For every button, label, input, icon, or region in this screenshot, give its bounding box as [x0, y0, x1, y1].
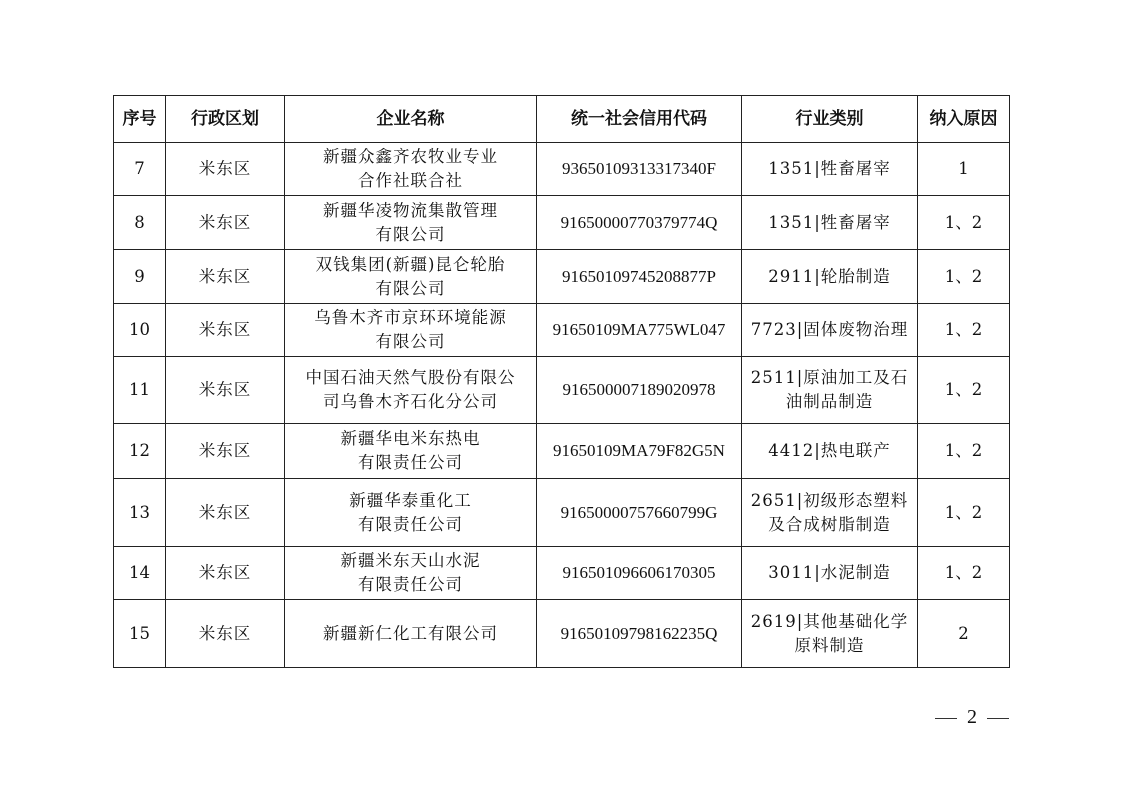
cell-company-name	[285, 304, 537, 357]
cell-seq: 9	[114, 250, 166, 304]
cell-reason: 1、2	[918, 479, 1010, 547]
cell-reason: 1、2	[918, 424, 1010, 479]
cell-region: 米东区	[166, 424, 285, 479]
cell-industry	[742, 196, 918, 250]
cell-reason: 1、2	[918, 304, 1010, 357]
cell-company-name	[285, 357, 537, 424]
cell-industry	[742, 547, 918, 600]
cell-company-name-line: 司乌鲁木齐石化分公司	[323, 392, 498, 411]
cell-company-name-line: 有限责任公司	[358, 453, 463, 472]
cell-company-name-line: 有限公司	[375, 278, 446, 298]
cell-credit-code: 916501096606170305	[537, 547, 742, 600]
cell-industry	[742, 250, 918, 304]
table-header-row	[114, 96, 1010, 143]
cell-seq: 8	[114, 196, 166, 250]
header-region: 行政区划	[166, 96, 285, 143]
cell-company-name	[285, 143, 537, 196]
cell-company-name	[285, 424, 537, 479]
cell-company-name-line: 双钱集团(新疆)昆仑轮胎	[315, 254, 506, 274]
cell-company-name-line: 新疆华凌物流集散管理	[323, 200, 498, 220]
cell-reason: 1、2	[918, 547, 1010, 600]
cell-credit-code: 916500007189020978	[537, 357, 742, 424]
cell-seq: 11	[114, 357, 166, 424]
table-row	[114, 600, 1010, 668]
cell-company-name-line: 新疆众鑫齐农牧业专业	[323, 147, 498, 166]
cell-region: 米东区	[166, 143, 285, 196]
cell-industry	[742, 600, 918, 668]
cell-industry-line: 2511|原油加工及石	[750, 368, 909, 387]
cell-seq: 10	[114, 304, 166, 357]
cell-region: 米东区	[166, 304, 285, 357]
table-row	[114, 250, 1010, 304]
footer-dash-right	[987, 718, 1009, 719]
cell-credit-code: 91650109798162235Q	[537, 600, 742, 668]
cell-company-name-line: 有限责任公司	[358, 514, 463, 534]
header-industry: 行业类别	[742, 96, 918, 143]
cell-industry-line: 2911|轮胎制造	[768, 266, 891, 286]
cell-industry-line: 原料制造	[794, 635, 865, 655]
cell-company-name-line: 新疆新仁化工有限公司	[323, 623, 498, 643]
table-row	[114, 304, 1010, 357]
cell-region: 米东区	[166, 357, 285, 424]
cell-industry-line: 2619|其他基础化学	[750, 611, 909, 631]
header-reason: 纳入原因	[918, 96, 1010, 143]
table-row	[114, 143, 1010, 196]
cell-credit-code: 93650109313317340F	[537, 143, 742, 196]
cell-industry-line: 1351|牲畜屠宰	[768, 159, 891, 178]
cell-company-name	[285, 479, 537, 547]
cell-company-name-line: 新疆米东天山水泥	[340, 551, 481, 570]
cell-region: 米东区	[166, 250, 285, 304]
cell-industry	[742, 143, 918, 196]
cell-industry-line: 及合成树脂制造	[768, 514, 891, 534]
cell-industry-line: 2651|初级形态塑料	[750, 490, 909, 510]
footer-dash-left	[935, 718, 957, 719]
cell-company-name	[285, 196, 537, 250]
cell-company-name-line: 新疆华泰重化工	[349, 490, 472, 510]
header-code: 统一社会信用代码	[537, 96, 742, 143]
cell-reason: 1	[918, 143, 1010, 196]
cell-industry-line: 7723|固体废物治理	[750, 320, 909, 339]
cell-region: 米东区	[166, 600, 285, 668]
cell-region: 米东区	[166, 547, 285, 600]
cell-industry-line: 4412|热电联产	[768, 441, 891, 460]
cell-company-name-line: 有限责任公司	[358, 575, 463, 594]
cell-company-name-line: 有限公司	[375, 332, 446, 351]
table-row	[114, 424, 1010, 479]
cell-reason: 1、2	[918, 250, 1010, 304]
cell-region: 米东区	[166, 196, 285, 250]
cell-reason: 1、2	[918, 196, 1010, 250]
page-footer	[925, 706, 1019, 729]
cell-company-name	[285, 600, 537, 668]
cell-credit-code: 91650000757660799G	[537, 479, 742, 547]
cell-reason: 1、2	[918, 357, 1010, 424]
cell-industry-line: 1351|牲畜屠宰	[768, 212, 891, 232]
table-row	[114, 357, 1010, 424]
cell-credit-code: 91650109745208877P	[537, 250, 742, 304]
table-row	[114, 547, 1010, 600]
cell-company-name-line: 乌鲁木齐市京环环境能源	[314, 308, 507, 327]
cell-reason: 2	[918, 600, 1010, 668]
cell-company-name	[285, 250, 537, 304]
header-seq: 序号	[114, 96, 166, 143]
cell-seq: 12	[114, 424, 166, 479]
cell-credit-code: 91650109MA79F82G5N	[537, 424, 742, 479]
cell-industry-line: 3011|水泥制造	[768, 563, 891, 582]
page-number: 2	[967, 706, 977, 728]
cell-industry	[742, 304, 918, 357]
table-row	[114, 196, 1010, 250]
cell-company-name-line: 有限公司	[375, 224, 446, 244]
header-name: 企业名称	[285, 96, 537, 143]
cell-credit-code: 91650109MA775WL047	[537, 304, 742, 357]
enterprise-table	[113, 95, 1010, 668]
cell-company-name-line: 新疆华电米东热电	[340, 429, 481, 448]
cell-industry-line: 油制品制造	[785, 392, 874, 411]
cell-industry	[742, 479, 918, 547]
table-row	[114, 479, 1010, 547]
cell-credit-code: 91650000770379774Q	[537, 196, 742, 250]
cell-industry	[742, 357, 918, 424]
cell-seq: 7	[114, 143, 166, 196]
cell-seq: 13	[114, 479, 166, 547]
cell-industry	[742, 424, 918, 479]
table-body	[114, 143, 1010, 668]
cell-company-name-line: 中国石油天然气股份有限公	[305, 368, 516, 387]
cell-seq: 14	[114, 547, 166, 600]
cell-region: 米东区	[166, 479, 285, 547]
cell-seq: 15	[114, 600, 166, 668]
cell-company-name-line: 合作社联合社	[358, 171, 463, 190]
cell-company-name	[285, 547, 537, 600]
